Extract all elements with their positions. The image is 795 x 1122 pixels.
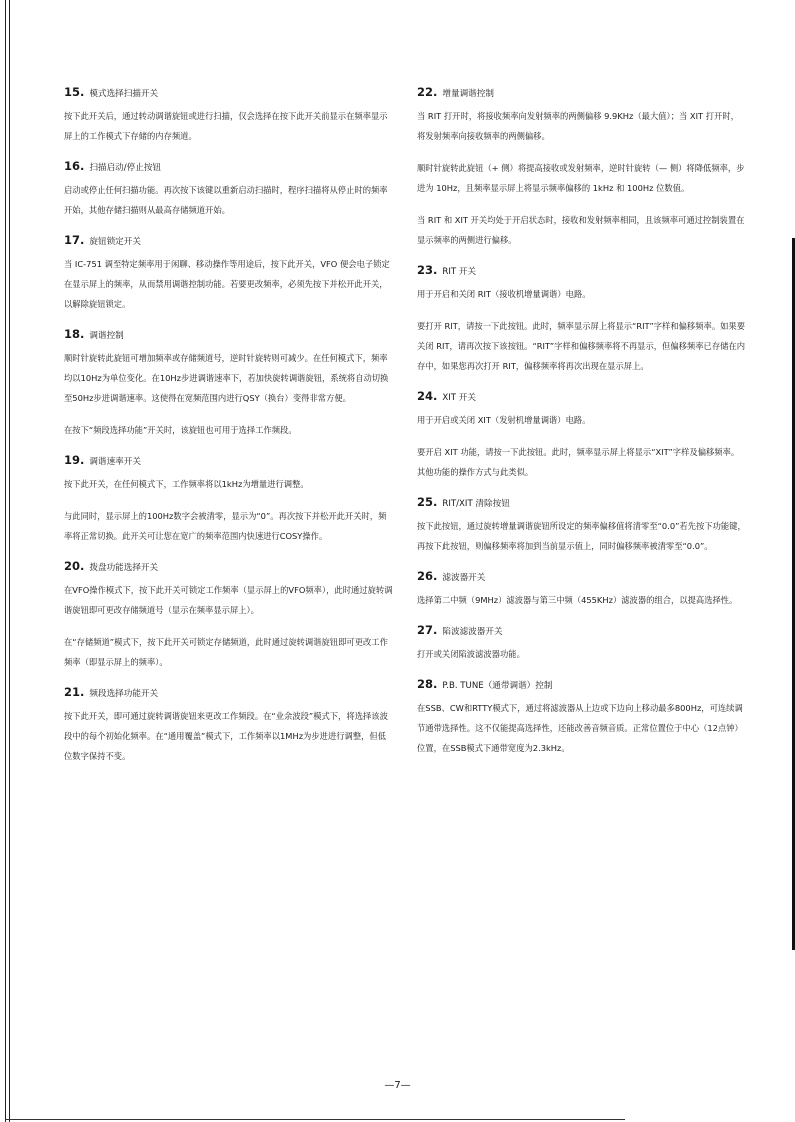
section-number: 15. (64, 85, 85, 99)
bottom-rule (5, 1119, 625, 1120)
section (64, 86, 394, 146)
right-column (417, 86, 747, 772)
section (64, 686, 394, 766)
section-number: 23. (417, 263, 438, 277)
section-number: 26. (417, 569, 438, 583)
section-paragraph: 按下此开关后，通过转动调谐旋钮或进行扫描，仅会选择在按下此开关前显示在频率显示屏上的工作模式下存储的内存频道。 (64, 111, 388, 141)
section-paragraph: 顺时针旋转此旋钮可增加频率或存储频道号，逆时针旋转则可减少。在任何模式下，频率均以10Hz为单位变化。在10Hz步进调谐速率下，若加快旋转调谐旋钮，系统将自动切换至50Hz步进调谐速率。这使得在宽频范围内进行QSY（换台）变得非常方便。 (64, 353, 389, 403)
section-paragraph: 打开或关闭陷波滤波器功能。 (417, 649, 525, 659)
section-title: 调谐控制 (89, 331, 124, 341)
section-title: 滤波器开关 (442, 573, 486, 583)
left-column (64, 86, 394, 780)
section-heading (64, 454, 394, 468)
page-number: —7— (384, 1080, 411, 1091)
section-paragraph: 当 RIT 打开时，将接收频率向发射频率的两侧偏移 9.9KHz（最大值）；当 XIT 打开时，将发射频率向接收频率的两侧偏移。 (417, 111, 739, 141)
section (417, 570, 747, 610)
section (417, 678, 747, 758)
section-paragraph: 在VFO操作模式下，按下此开关可锁定工作频率（显示屏上的VFO频率），此时通过旋转调谐旋钮即可更改存储频道号（显示在频率显示屏上）。 (64, 585, 393, 615)
section (417, 624, 747, 664)
section-number: 19. (64, 453, 85, 467)
section-heading (64, 160, 394, 174)
section-title: 扫描启动/停止按钮 (89, 163, 162, 173)
section-heading (417, 264, 747, 278)
section-paragraph: 选择第二中频（9MHz）滤波器与第三中频（455KHz）滤波器的组合，以提高选择性。 (417, 595, 738, 605)
section-title: 旋钮锁定开关 (89, 237, 141, 247)
section-title: 模式选择扫描开关 (89, 89, 159, 99)
section-heading (64, 86, 394, 100)
section-heading (64, 234, 394, 248)
section (64, 160, 394, 220)
section-heading (417, 570, 747, 584)
section-title: P.B. TUNE（通带调谐）控制 (442, 681, 553, 691)
section (64, 234, 394, 314)
section-title: 增量调谐控制 (442, 89, 494, 99)
section-number: 28. (417, 677, 438, 691)
section-paragraph: 启动或停止任何扫描功能。再次按下该键以重新启动扫描时，程序扫描将从停止时的频率开始，其他存储扫描则从最高存储频道开始。 (64, 185, 388, 215)
section-title: 拨盘功能选择开关 (89, 563, 159, 573)
section (64, 454, 394, 546)
section (417, 390, 747, 482)
section-paragraph: 要打开 RIT，请按一下此按钮。此时，频率显示屏上将显示“RIT”字样和偏移频率。如果要关闭 RIT，请再次按下该按钮。“RIT”字样和偏移频率将不再显示，但偏移频率已存储在内存中，如果您再次打开 RIT，偏移频率将再次出现在显示屏上。 (417, 321, 746, 371)
section-title: XIT 开关 (442, 393, 476, 403)
left-margin-line-1 (5, 0, 6, 1122)
section-paragraph: 要开启 XIT 功能，请按一下此按钮。此时，频率显示屏上将显示“XIT”字样及偏移频率。其他功能的操作方式与此类似。 (417, 447, 740, 477)
section-paragraph: 顺时针旋转此旋钮（+ 侧）将提高接收或发射频率，逆时针旋转（— 侧）将降低频率，步进为 10Hz，且频率显示屏上将显示频率偏移的 1kHz 和 100Hz 位数值。 (417, 163, 745, 193)
section-heading (417, 390, 747, 404)
section-number: 16. (64, 159, 85, 173)
section-heading (64, 686, 394, 700)
section (417, 264, 747, 376)
section-heading (417, 678, 747, 692)
section-title: RIT/XIT 清除按钮 (442, 499, 510, 509)
section-paragraph: 按下此开关，即可通过旋转调谐旋钮来更改工作频段。在“业余波段”模式下，将选择该波段中的每个初始化频率。在“通用覆盖”模式下，工作频率以1MHz为步进进行调整，但低位数字保持不变。 (64, 711, 388, 761)
section-paragraph: 用于开启和关闭 RIT（接收机增量调谐）电路。 (417, 289, 591, 299)
section-paragraph: 与此同时，显示屏上的100Hz数字会被清零，显示为“0”。再次按下并松开此开关时，频率将正常切换。此开关可让您在宽广的频率范围内快速进行COSY操作。 (64, 511, 387, 541)
section-number: 25. (417, 495, 438, 509)
section-title: RIT 开关 (442, 267, 477, 277)
section-paragraph: 当 IC-751 调至特定频率用于闲聊、移动操作等用途后，按下此开关，VFO 便会电子锁定在显示屏上的频率，从而禁用调谐控制功能。若要更改频率，必须先按下并松开此开关，以解除旋钮锁定。 (64, 259, 390, 309)
section-paragraph: 在按下“频段选择功能”开关时，该旋钮也可用于选择工作频段。 (64, 425, 297, 435)
section-title: 调谐速率开关 (89, 457, 141, 467)
section-heading (64, 560, 394, 574)
section-heading (64, 328, 394, 342)
section-heading (417, 496, 747, 510)
section-number: 22. (417, 85, 438, 99)
section-number: 17. (64, 233, 85, 247)
section (417, 496, 747, 556)
section-paragraph: 按下此开关，在任何模式下，工作频率将以1kHz为增量进行调整。 (64, 479, 309, 489)
section-number: 21. (64, 685, 85, 699)
section-number: 24. (417, 389, 438, 403)
section-title: 频段选择功能开关 (89, 689, 159, 699)
section-paragraph: 在“存储频道”模式下，按下此开关可锁定存储频道，此时通过旋转调谐旋钮即可更改工作频率（即显示屏上的频率）。 (64, 637, 388, 667)
section-paragraph: 按下此按钮，通过旋转增量调谐旋钮所设定的频率偏移值将清零至“0.0”若先按下功能键，再按下此按钮，则偏移频率将加到当前显示值上，同时偏移频率被清零至“0.0”。 (417, 521, 746, 551)
section (64, 328, 394, 440)
section-heading (417, 624, 747, 638)
left-margin-line-2 (9, 0, 10, 1122)
section-heading (417, 86, 747, 100)
section-paragraph: 当 RIT 和 XIT 开关均处于开启状态时，接收和发射频率相同，且该频率可通过控制装置在显示频率的两侧进行偏移。 (417, 215, 745, 245)
section-number: 27. (417, 623, 438, 637)
section-paragraph: 在SSB、CW和RTTY模式下，通过将滤波器从上边或下边向上移动最多800Hz，可连续调节通带选择性。这不仅能提高选择性，还能改善音频音质。正常位置位于中心（12点钟）位置，在SSB模式下通带宽度为2.3kHz。 (417, 703, 743, 753)
section (64, 560, 394, 672)
section-number: 18. (64, 327, 85, 341)
section-title: 陷波滤波器开关 (442, 627, 503, 637)
section-number: 20. (64, 559, 85, 573)
section-paragraph: 用于开启或关闭 XIT（发射机增量调谐）电路。 (417, 415, 591, 425)
section (417, 86, 747, 250)
